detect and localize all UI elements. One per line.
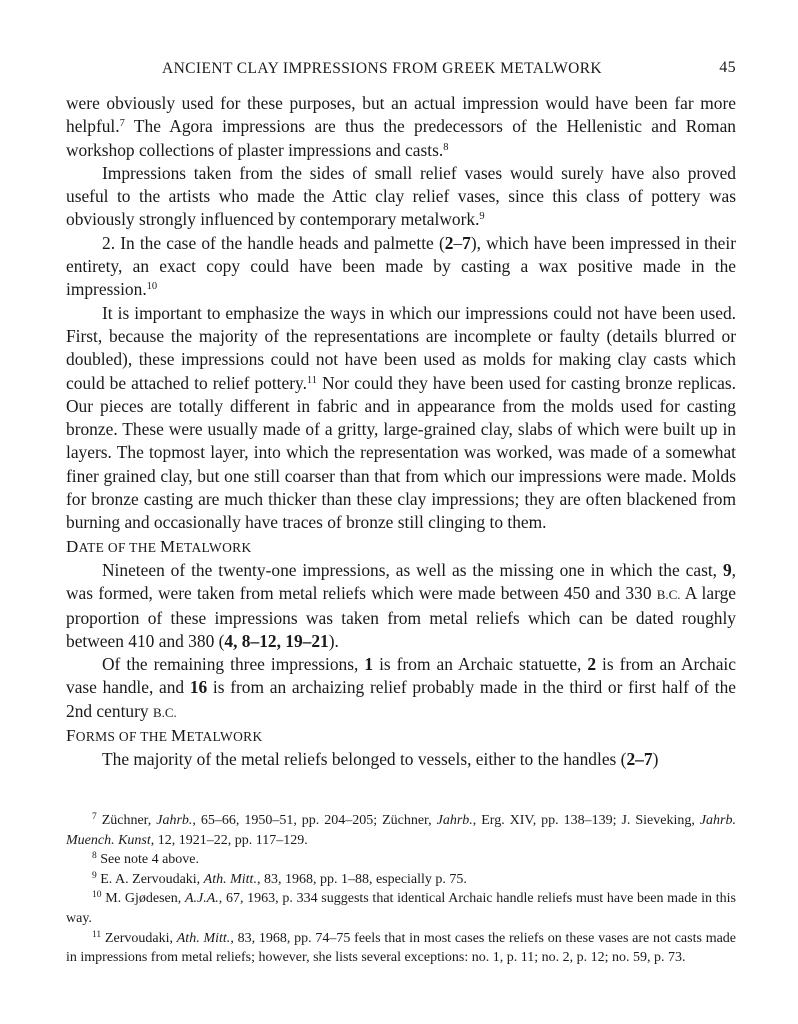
heading-smallcaps: ETALWORK [175, 539, 252, 555]
footnote-ref-7: 7 [119, 118, 125, 130]
footnote-number: 10 [92, 890, 102, 901]
heading-cap: D [66, 536, 79, 556]
footnote-ref-11: 11 [306, 374, 318, 386]
text-run: is from an Archaic vase handle, and [66, 654, 736, 698]
text-run: See note 4 above. [96, 852, 199, 868]
paragraph-4 [66, 302, 736, 535]
journal-title: A.J.A. [184, 891, 219, 907]
catalog-ref: 2 [587, 654, 597, 675]
page-number: 45 [719, 59, 736, 76]
catalog-ref: 1 [364, 654, 374, 675]
page-header [66, 58, 736, 82]
footnote-ref-10: 10 [146, 281, 158, 293]
text-run: is from an archaizing relief probably made in the third or first half of the 2nd century [66, 677, 737, 721]
heading-cap: F [66, 726, 76, 746]
journal-title: Ath. Mitt. [176, 930, 231, 946]
text-run: The majority of the metal reliefs belonged to vessels, either to the handles ( [102, 749, 627, 770]
text-run: ) [652, 749, 659, 770]
catalog-ref: 2 [444, 232, 454, 253]
footnote-number: 8 [92, 851, 97, 862]
text-run: A large proportion of these impressions was taken from metal reliefs which can be dated roughly between 410 and 380 ( [66, 583, 736, 651]
text-run: , 83, 1968, pp. 74–75 feels that in most cases the reliefs on these vases are not casts made in impressions from metal reliefs; however, she lists several exceptions: no. 1, p. 11; no. 2, p. 12; no. 59, p. 73. [66, 930, 737, 966]
era-abbrev: B.C. [656, 587, 681, 603]
footnotes [66, 811, 736, 968]
section-heading-date [66, 535, 736, 559]
text-run: – [453, 232, 463, 253]
footnote-number: 11 [92, 929, 102, 940]
catalog-ref: 2–7 [626, 749, 653, 770]
text-run: is from an Archaic statuette, [373, 654, 588, 675]
text-run: were obviously used for these purposes, but an actual impression would have been far more helpful. [66, 93, 736, 137]
text-run: Nor could they have been used for casting bronze replicas. Our pieces are totally different in fabric and in appearance from the molds used for casting bronze. These were usually made of a gritty, large-grained clay, slabs of which were built up in layers. The topmost layer, into which the representation was worked, was made of a somewhat finer grained clay, but one still coarser than that from which our impressions were made. Molds for bronze casting are much thicker than these clay impressions; they are often blackened from burning and occasionally have traces of bronze still clinging to them. [66, 372, 736, 533]
footnote-number: 9 [92, 870, 97, 881]
text-run: , 12, 1921–22, pp. 117–129. [150, 832, 308, 848]
text-run: The Agora impressions are thus the predecessors of the Hellenistic and Roman workshop collections of plaster impressions and casts. [66, 116, 736, 160]
text-run: ). [328, 630, 339, 651]
main-text [66, 92, 736, 772]
text-run: E. A. Zervoudaki, [96, 871, 204, 887]
section-heading-forms [66, 724, 736, 748]
journal-title: Jahrb. [436, 813, 473, 828]
paragraph-1 [66, 92, 736, 162]
paragraph-6 [66, 653, 736, 724]
text-run: ), which have been impressed in their entirety, an exact copy could have been made by casting a wax positive made in the impression. [66, 232, 736, 300]
text-run: , 83, 1968, pp. 1–88, especially p. 75. [256, 871, 467, 887]
footnote-10 [66, 889, 736, 928]
footnote-8 [66, 850, 736, 870]
heading-smallcaps: ORMS OF THE [75, 729, 172, 745]
text-run: M. Gjødesen, [101, 891, 185, 907]
paragraph-5 [66, 559, 736, 653]
footnote-ref-8: 8 [443, 141, 449, 153]
era-abbrev: B.C. [152, 704, 177, 720]
footnote-ref-9: 9 [479, 211, 485, 223]
footnote-number: 7 [92, 812, 97, 822]
journal-title: Ath. Mitt. [203, 871, 257, 887]
catalog-ref: 16 [189, 677, 208, 698]
catalog-ref: 7 [462, 232, 471, 253]
heading-smallcaps: ETALWORK [186, 729, 263, 745]
heading-cap: M [171, 726, 187, 746]
footnote-9 [66, 870, 736, 890]
text-run: , 67, 1963, p. 334 suggests that identical Archaic handle reliefs must have been made in this way. [66, 891, 736, 926]
running-title: ANCIENT CLAY IMPRESSIONS FROM GREEK METALWORK [162, 60, 603, 77]
text-run: Zervoudaki, [101, 930, 177, 946]
text-run: It is important to emphasize the ways in which our impressions could not have been used. First, because the majority of the representations are incomplete or faulty (details blurred or doubled), these impressions could not have been used as molds for making clay casts which could be attached to relief pottery. [66, 302, 736, 393]
paragraph-2 [66, 162, 736, 232]
paragraph-7 [66, 748, 736, 771]
text-run: 2. In the case of the handle heads and palmette ( [102, 232, 445, 253]
heading-cap: M [160, 536, 176, 556]
text-run: Nineteen of the twenty-one impressions, as well as the missing one in which the cast, [102, 559, 723, 580]
text-run: , was formed, were taken from metal reliefs which were made between 450 and 330 [66, 559, 736, 604]
text-run: Impressions taken from the sides of small relief vases would surely have also proved useful to the artists who made the Attic clay relief vases, since this class of pottery was obviously strongly influenced by contemporary metalwork. [66, 162, 736, 230]
footnote-11 [66, 929, 736, 968]
footnote-7 [66, 811, 736, 850]
text-run: , 65–66, 1950–51, pp. 204–205; Züchner, [192, 813, 437, 828]
journal-title: Jahrb. Muench. Kunst [66, 813, 736, 848]
text-run: Züchner, [96, 813, 157, 828]
journal-title: Jahrb. [156, 813, 193, 828]
catalog-ref: 4, 8–12, 19–21 [224, 630, 329, 651]
catalog-ref: 9 [722, 559, 732, 580]
paragraph-3 [66, 232, 736, 302]
heading-smallcaps: ATE OF THE [78, 539, 161, 555]
text-run: Of the remaining three impressions, [102, 654, 365, 675]
text-run: , Erg. XIV, pp. 138–139; J. Sieveking, [472, 813, 700, 828]
